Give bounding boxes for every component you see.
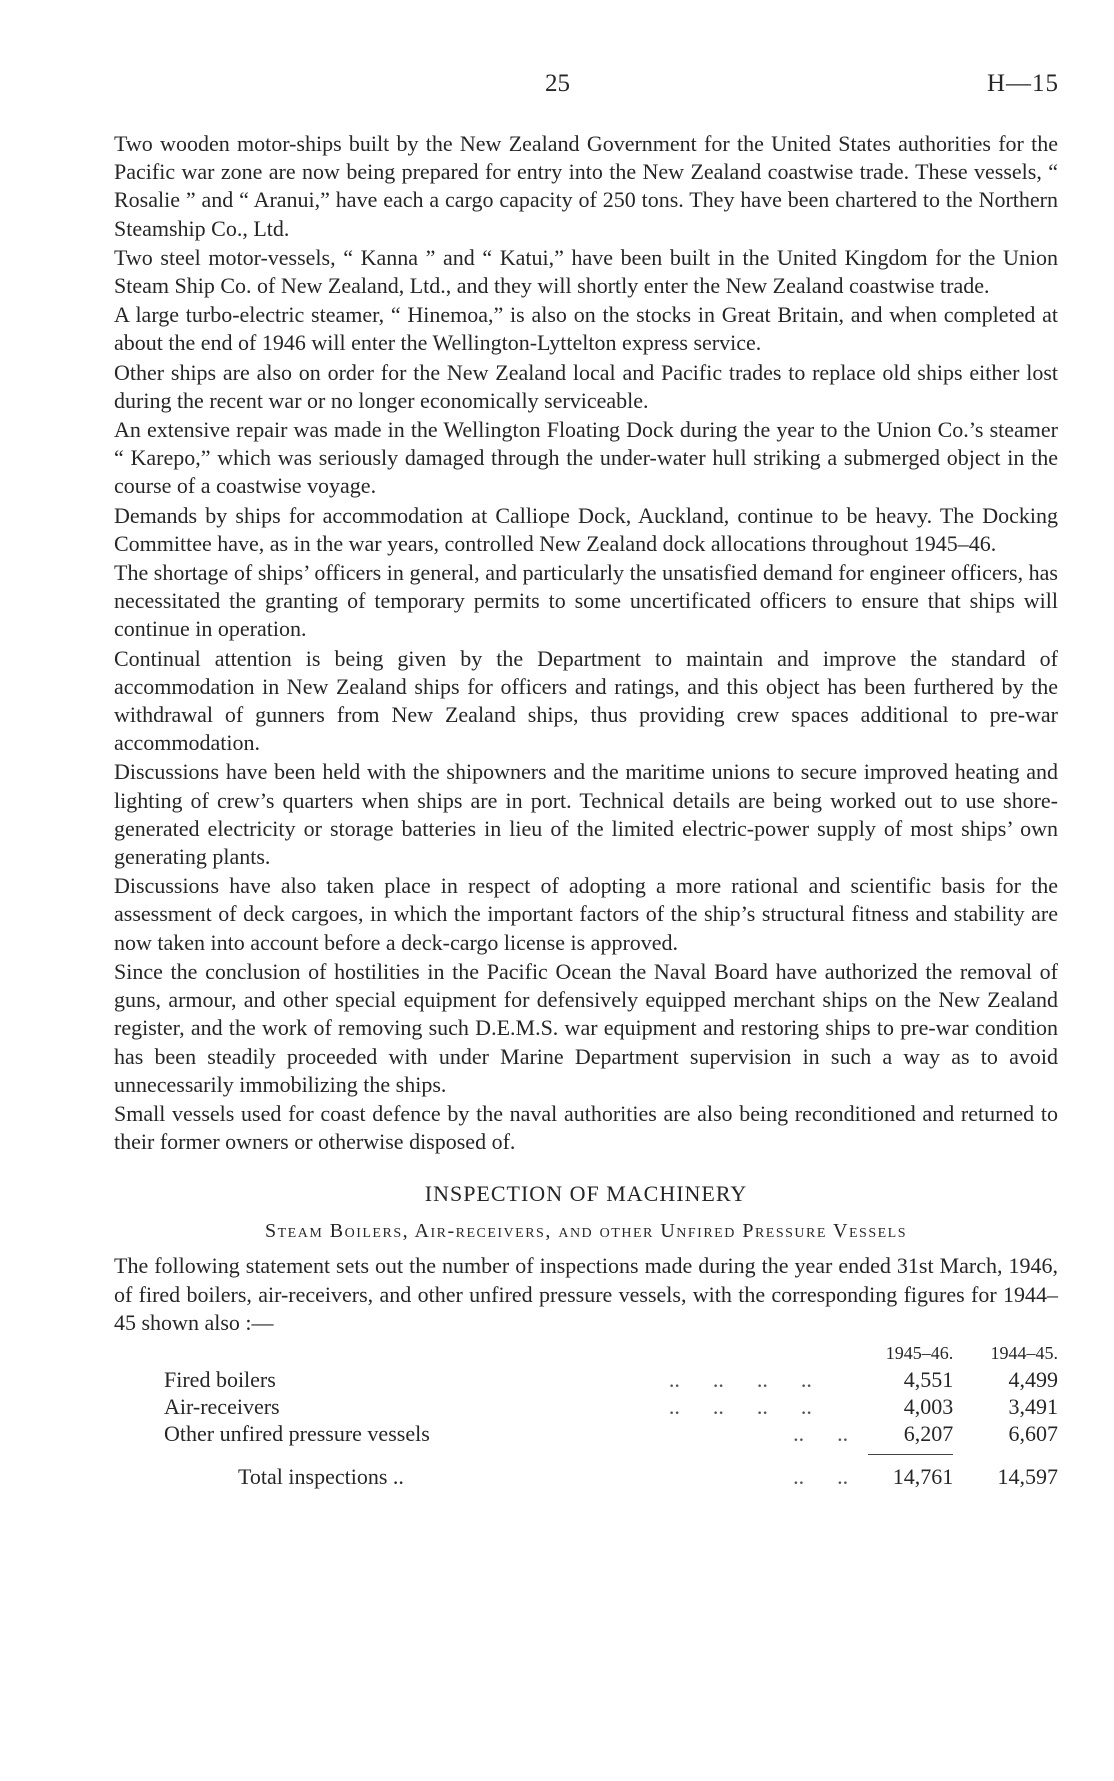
leader-dots: .. .. — [793, 1463, 849, 1489]
paragraph: Other ships are also on order for the New Zealand local and Pacific trades to replace old ships either lost during the recent war or no longer economically serviceable. — [114, 359, 1058, 413]
value-1945-46: 4,551 — [903, 1367, 954, 1393]
document-reference: H—15 — [986, 70, 1059, 97]
paragraph: Two wooden motor-ships built by the New Zealand Government for the United States authorities for the Pacific war zone are now being prepared for entry into the New Zealand coastwise trade. These vessels, “ Rosalie ” and “ Aranui,” have each a cargo capacity of 250 tons. They have been chartered to the Northern Steamship Co., Ltd. — [114, 131, 1058, 241]
value-1945-46: 4,003 — [903, 1394, 954, 1420]
paragraph: Demands by ships for accommodation at Calliope Dock, Auckland, continue to be heavy. The Docking Committee have, as in the war years, controlled New Zealand dock allocations throughout 1945–46. — [114, 502, 1058, 556]
leader-dots: .. .. — [793, 1421, 849, 1447]
paragraph: Since the conclusion of hostilities in the Pacific Ocean the Naval Board have authorized the removal of guns, armour, and other special equipment for defensively equipped merchant ships on the New Zealand register, and the work of removing such D.E.M.S. war equipment and restoring ships to pre-war condition has been steadily proceeded with under Marine Department supervision in such a way as to avoid unnecessarily immobilizing the ships. — [114, 958, 1058, 1097]
paragraph: Two steel motor-vessels, “ Kanna ” and “ Katui,” have been built in the United Kingdom for the Union Steam Ship Co. of New Zealand, Ltd., and they will shortly enter the New Zealand coastwise trade. — [114, 244, 1058, 299]
value-1944-45: 3,491 — [1008, 1394, 1058, 1420]
table-total-row — [114, 1462, 1058, 1492]
section-heading: INSPECTION OF MACHINERY — [424, 1181, 748, 1207]
table-rule-row — [114, 1448, 1058, 1462]
inspection-table — [114, 1341, 1058, 1492]
value-1944-45: 4,499 — [1008, 1367, 1058, 1393]
table-row — [114, 1394, 1058, 1421]
paragraph: Small vessels used for coast defence by the naval authorities are also being reconditioned and returned to their former owners or otherwise disposed of. — [114, 1100, 1058, 1155]
leader-dots: .. .. .. .. — [668, 1367, 812, 1393]
total-1944-45: 14,597 — [997, 1463, 1058, 1489]
column-header-1945-46: 1945–46. — [885, 1343, 954, 1364]
page-number: 25 — [545, 70, 570, 97]
paragraph: Discussions have also taken place in respect of adopting a more rational and scientific basis for the assessment of deck cargoes, in which the important factors of the ship’s structural fitness and stability are now taken into account before a deck-cargo license is approved. — [114, 873, 1058, 955]
section-intro: The following statement sets out the number of inspections made during the year ended 31st March, 1946, of fired boilers, air-receivers, and other unfired pressure vessels, with the corresponding figures for 1944–45 shown also :— — [114, 1253, 1058, 1335]
page-header — [0, 70, 1114, 100]
value-1944-45: 6,607 — [1008, 1421, 1058, 1447]
total-1945-46: 14,761 — [892, 1463, 954, 1489]
paragraph: A large turbo-electric steamer, “ Hinemoa,” is also on the stocks in Great Britain, and when completed at about the end of 1946 will enter the Wellington-Lyttelton express service. — [114, 302, 1058, 356]
body-text — [114, 130, 1058, 1492]
value-1945-46: 6,207 — [903, 1421, 954, 1447]
column-header-1944-45: 1944–45. — [990, 1343, 1058, 1364]
row-label: Air-receivers — [164, 1394, 280, 1420]
total-label: Total inspections .. — [238, 1463, 404, 1489]
row-label: Fired boilers — [164, 1367, 276, 1393]
section-subheading: Steam Boilers, Air-receivers, and other Unfired Pressure Vessels — [264, 1220, 908, 1243]
paragraph: Discussions have been held with the shipowners and the maritime unions to secure improved heating and lighting of crew’s quarters when ships are in port. Technical details are being worked out to use shore-generated electricity or storage batteries in lieu of the limited electric-power supply of most ships’ own generating plants. — [114, 759, 1058, 870]
paragraph: Continual attention is being given by the Department to maintain and improve the standard of accommodation in New Zealand ships for officers and ratings, and this object has been furthered by the withdrawal of gunners from New Zealand ships, thus providing crew spaces additional to pre-war accommodation. — [114, 645, 1058, 756]
table-row — [114, 1421, 1058, 1448]
table-row — [114, 1367, 1058, 1394]
row-label: Other unfired pressure vessels — [164, 1421, 430, 1447]
paragraph: An extensive repair was made in the Wellington Floating Dock during the year to the Union Co.’s steamer “ Karepo,” which was seriously damaged through the under-water hull striking a submerged object in the course of a coastwise voyage. — [114, 417, 1058, 499]
total-rule — [868, 1454, 953, 1455]
paragraph: The shortage of ships’ officers in general, and particularly the unsatisfied demand for engineer officers, has necessitated the granting of temporary permits to some uncertificated officers to ensure that ships will continue in operation. — [114, 560, 1058, 642]
leader-dots: .. .. .. .. — [668, 1394, 812, 1420]
table-header-row — [114, 1341, 1058, 1367]
